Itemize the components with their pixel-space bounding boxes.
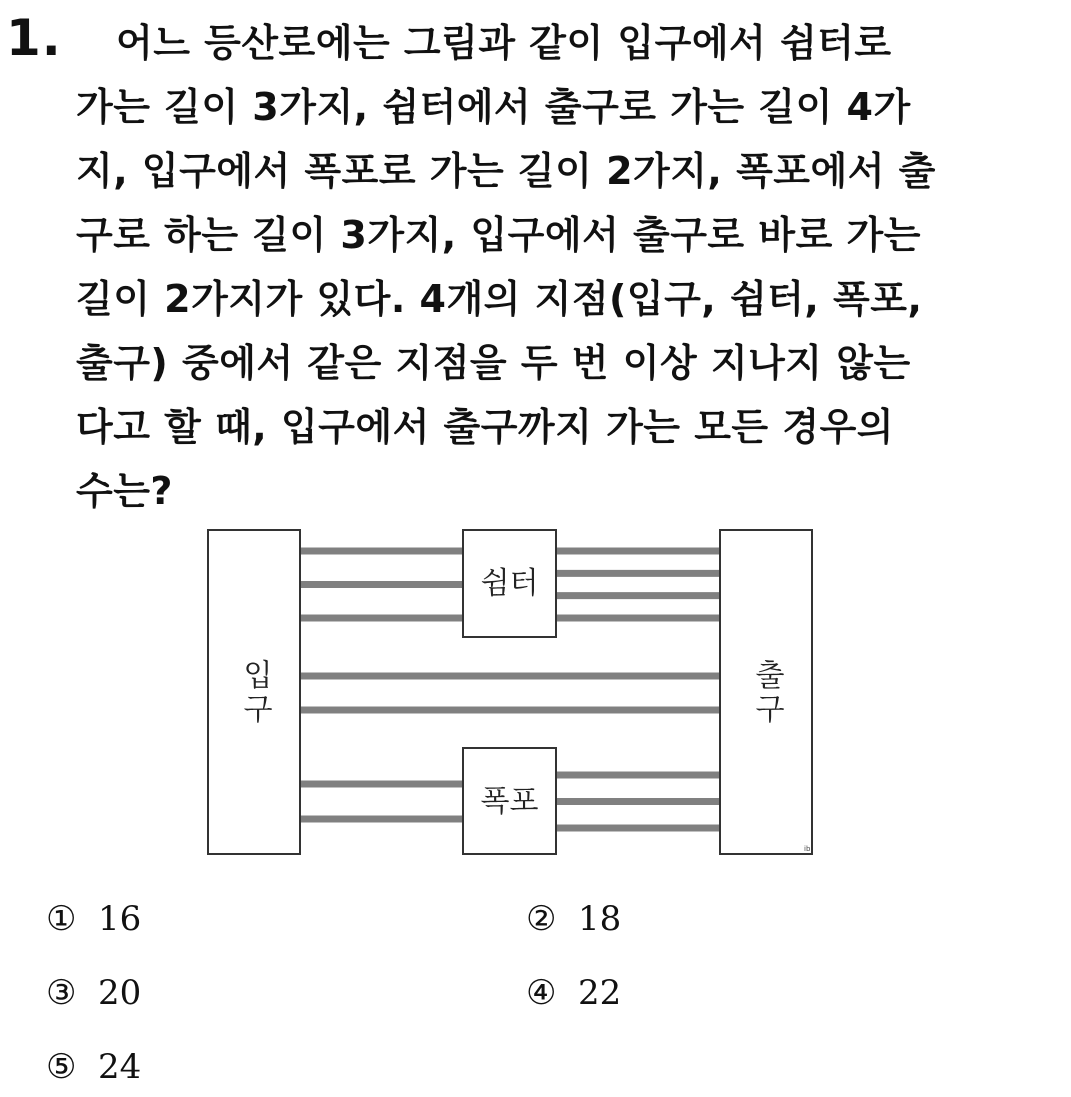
stem-line: 구로 하는 길이 3가지, 입구에서 출구로 바로 가는: [76, 213, 921, 257]
choice-1: [46, 896, 141, 942]
choice-mark: ③: [46, 973, 77, 1013]
corner-mark: ib: [804, 845, 811, 853]
stem-line: 지, 입구에서 폭포로 가는 길이 2가지, 폭포에서 출: [76, 149, 936, 193]
waterfall-label: 폭포: [480, 784, 539, 819]
choice-mark: ①: [46, 899, 77, 939]
question-number: 1.: [6, 9, 62, 67]
choice-3: [46, 970, 141, 1016]
choice-mark: ⑤: [46, 1047, 77, 1087]
choice-5: [46, 1044, 141, 1090]
stem-line: 출구) 중에서 같은 지점을 두 번 이상 지나지 않는: [76, 341, 911, 385]
stem-line: 어느 등산로에는 그림과 같이 입구에서 쉼터로: [116, 21, 892, 65]
stem-line: 다고 할 때, 입구에서 출구까지 가는 모든 경우의: [76, 405, 894, 449]
choice-mark: ②: [526, 899, 557, 939]
stem-line: 가는 길이 3가지, 쉼터에서 출구로 가는 길이 4가: [76, 85, 911, 129]
entrance-label: 입구: [237, 659, 272, 727]
choice-value: 22: [578, 973, 622, 1013]
choice-4: [526, 970, 621, 1016]
choice-mark: ④: [526, 973, 557, 1013]
stem-line: 길이 2가지가 있다. 4개의 지점(입구, 쉼터, 폭포,: [76, 277, 923, 321]
choice-value: 20: [98, 973, 142, 1013]
choice-2: [526, 896, 621, 942]
exit-label: 출구: [749, 659, 784, 727]
trail-diagram: [200, 522, 820, 862]
shelter-label: 쉼터: [480, 566, 539, 601]
choice-value: 18: [578, 899, 622, 939]
choice-value: 24: [98, 1047, 142, 1087]
stem-line: 수는?: [76, 469, 173, 513]
choice-value: 16: [98, 899, 142, 939]
